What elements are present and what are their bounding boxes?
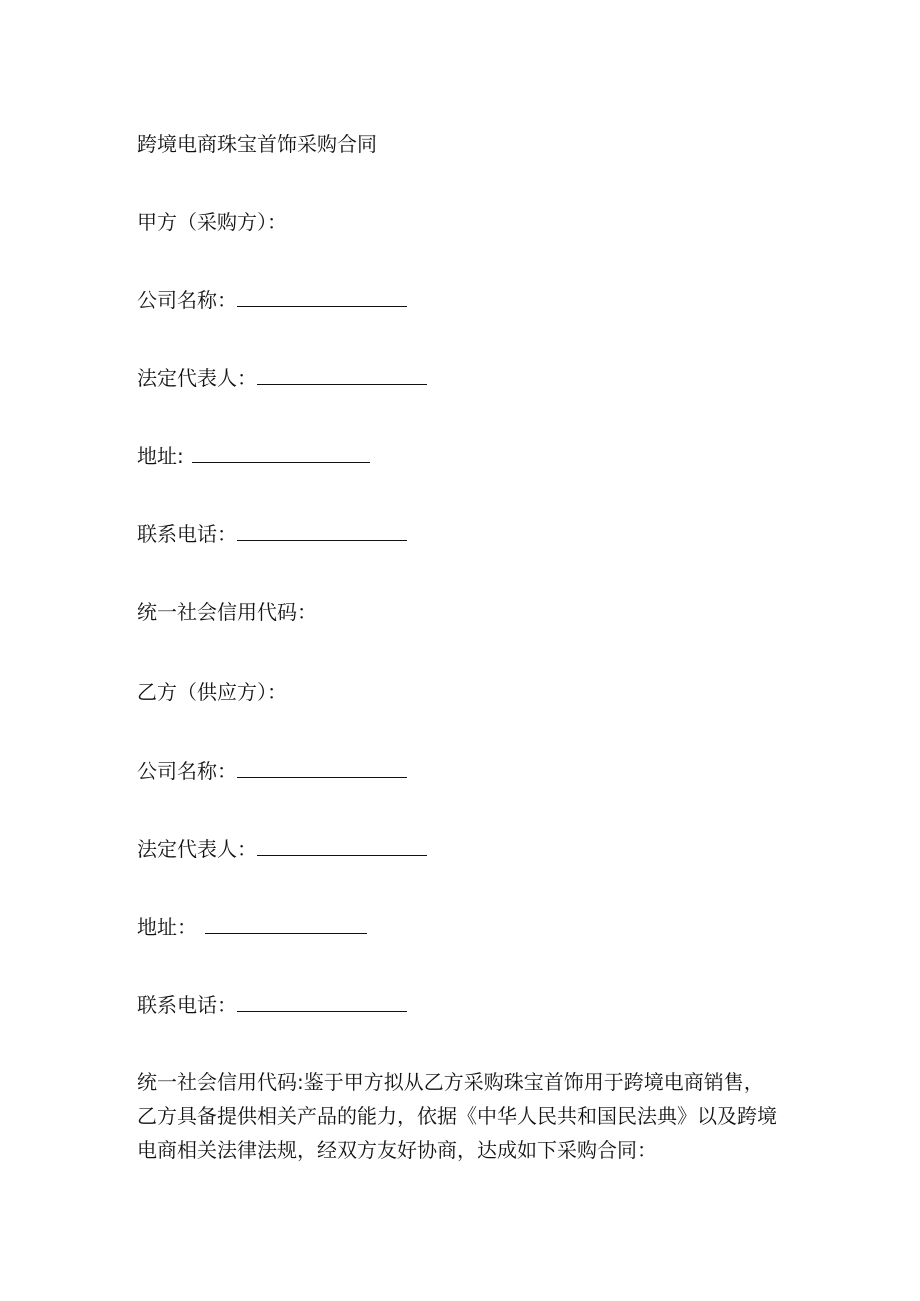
party-a-company-row <box>137 286 407 314</box>
party-a-phone-label: 联系电话： <box>137 522 237 546</box>
party-b-phone-row <box>137 991 407 1019</box>
party-b-address-label: 地址： <box>137 915 197 939</box>
party-b-company-blank <box>237 759 407 778</box>
preamble-paragraph <box>137 1065 797 1167</box>
party-a-credit-code: 统一社会信用代码： <box>137 600 317 624</box>
document-title: 跨境电商珠宝首饰采购合同 <box>137 132 377 156</box>
party-b-address-blank <box>205 915 367 934</box>
party-b-company-row <box>137 757 407 785</box>
party-a-company-label: 公司名称： <box>137 288 237 312</box>
party-b-company-label: 公司名称： <box>137 759 237 783</box>
party-b-heading: 乙方（供应方）： <box>137 680 287 704</box>
party-a-phone-row <box>137 520 407 548</box>
party-a-company-blank <box>237 288 407 307</box>
party-a-address-blank <box>192 444 370 463</box>
party-a-heading: 甲方（采购方）： <box>137 210 287 234</box>
party-b-rep-label: 法定代表人： <box>137 837 257 861</box>
party-a-rep-label: 法定代表人： <box>137 366 257 390</box>
party-b-rep-blank <box>257 837 427 856</box>
party-b-phone-label: 联系电话： <box>137 993 237 1017</box>
party-b-rep-row <box>137 835 427 863</box>
preamble-line-3: 电商相关法律法规，经双方友好协商，达成如下采购合同： <box>137 1138 657 1162</box>
party-a-address-label: 地址: <box>137 444 184 468</box>
party-a-rep-blank <box>257 366 427 385</box>
party-a-address-row <box>137 442 370 470</box>
preamble-line-2: 乙方具备提供相关产品的能力，依据《中华人民共和国民法典》以及跨境 <box>137 1104 777 1128</box>
party-b-phone-blank <box>237 993 407 1012</box>
preamble-line-1: 统一社会信用代码:鉴于甲方拟从乙方采购珠宝首饰用于跨境电商销售， <box>137 1070 764 1094</box>
party-a-phone-blank <box>237 522 407 541</box>
party-a-rep-row <box>137 364 427 392</box>
party-b-address-row <box>137 913 367 941</box>
